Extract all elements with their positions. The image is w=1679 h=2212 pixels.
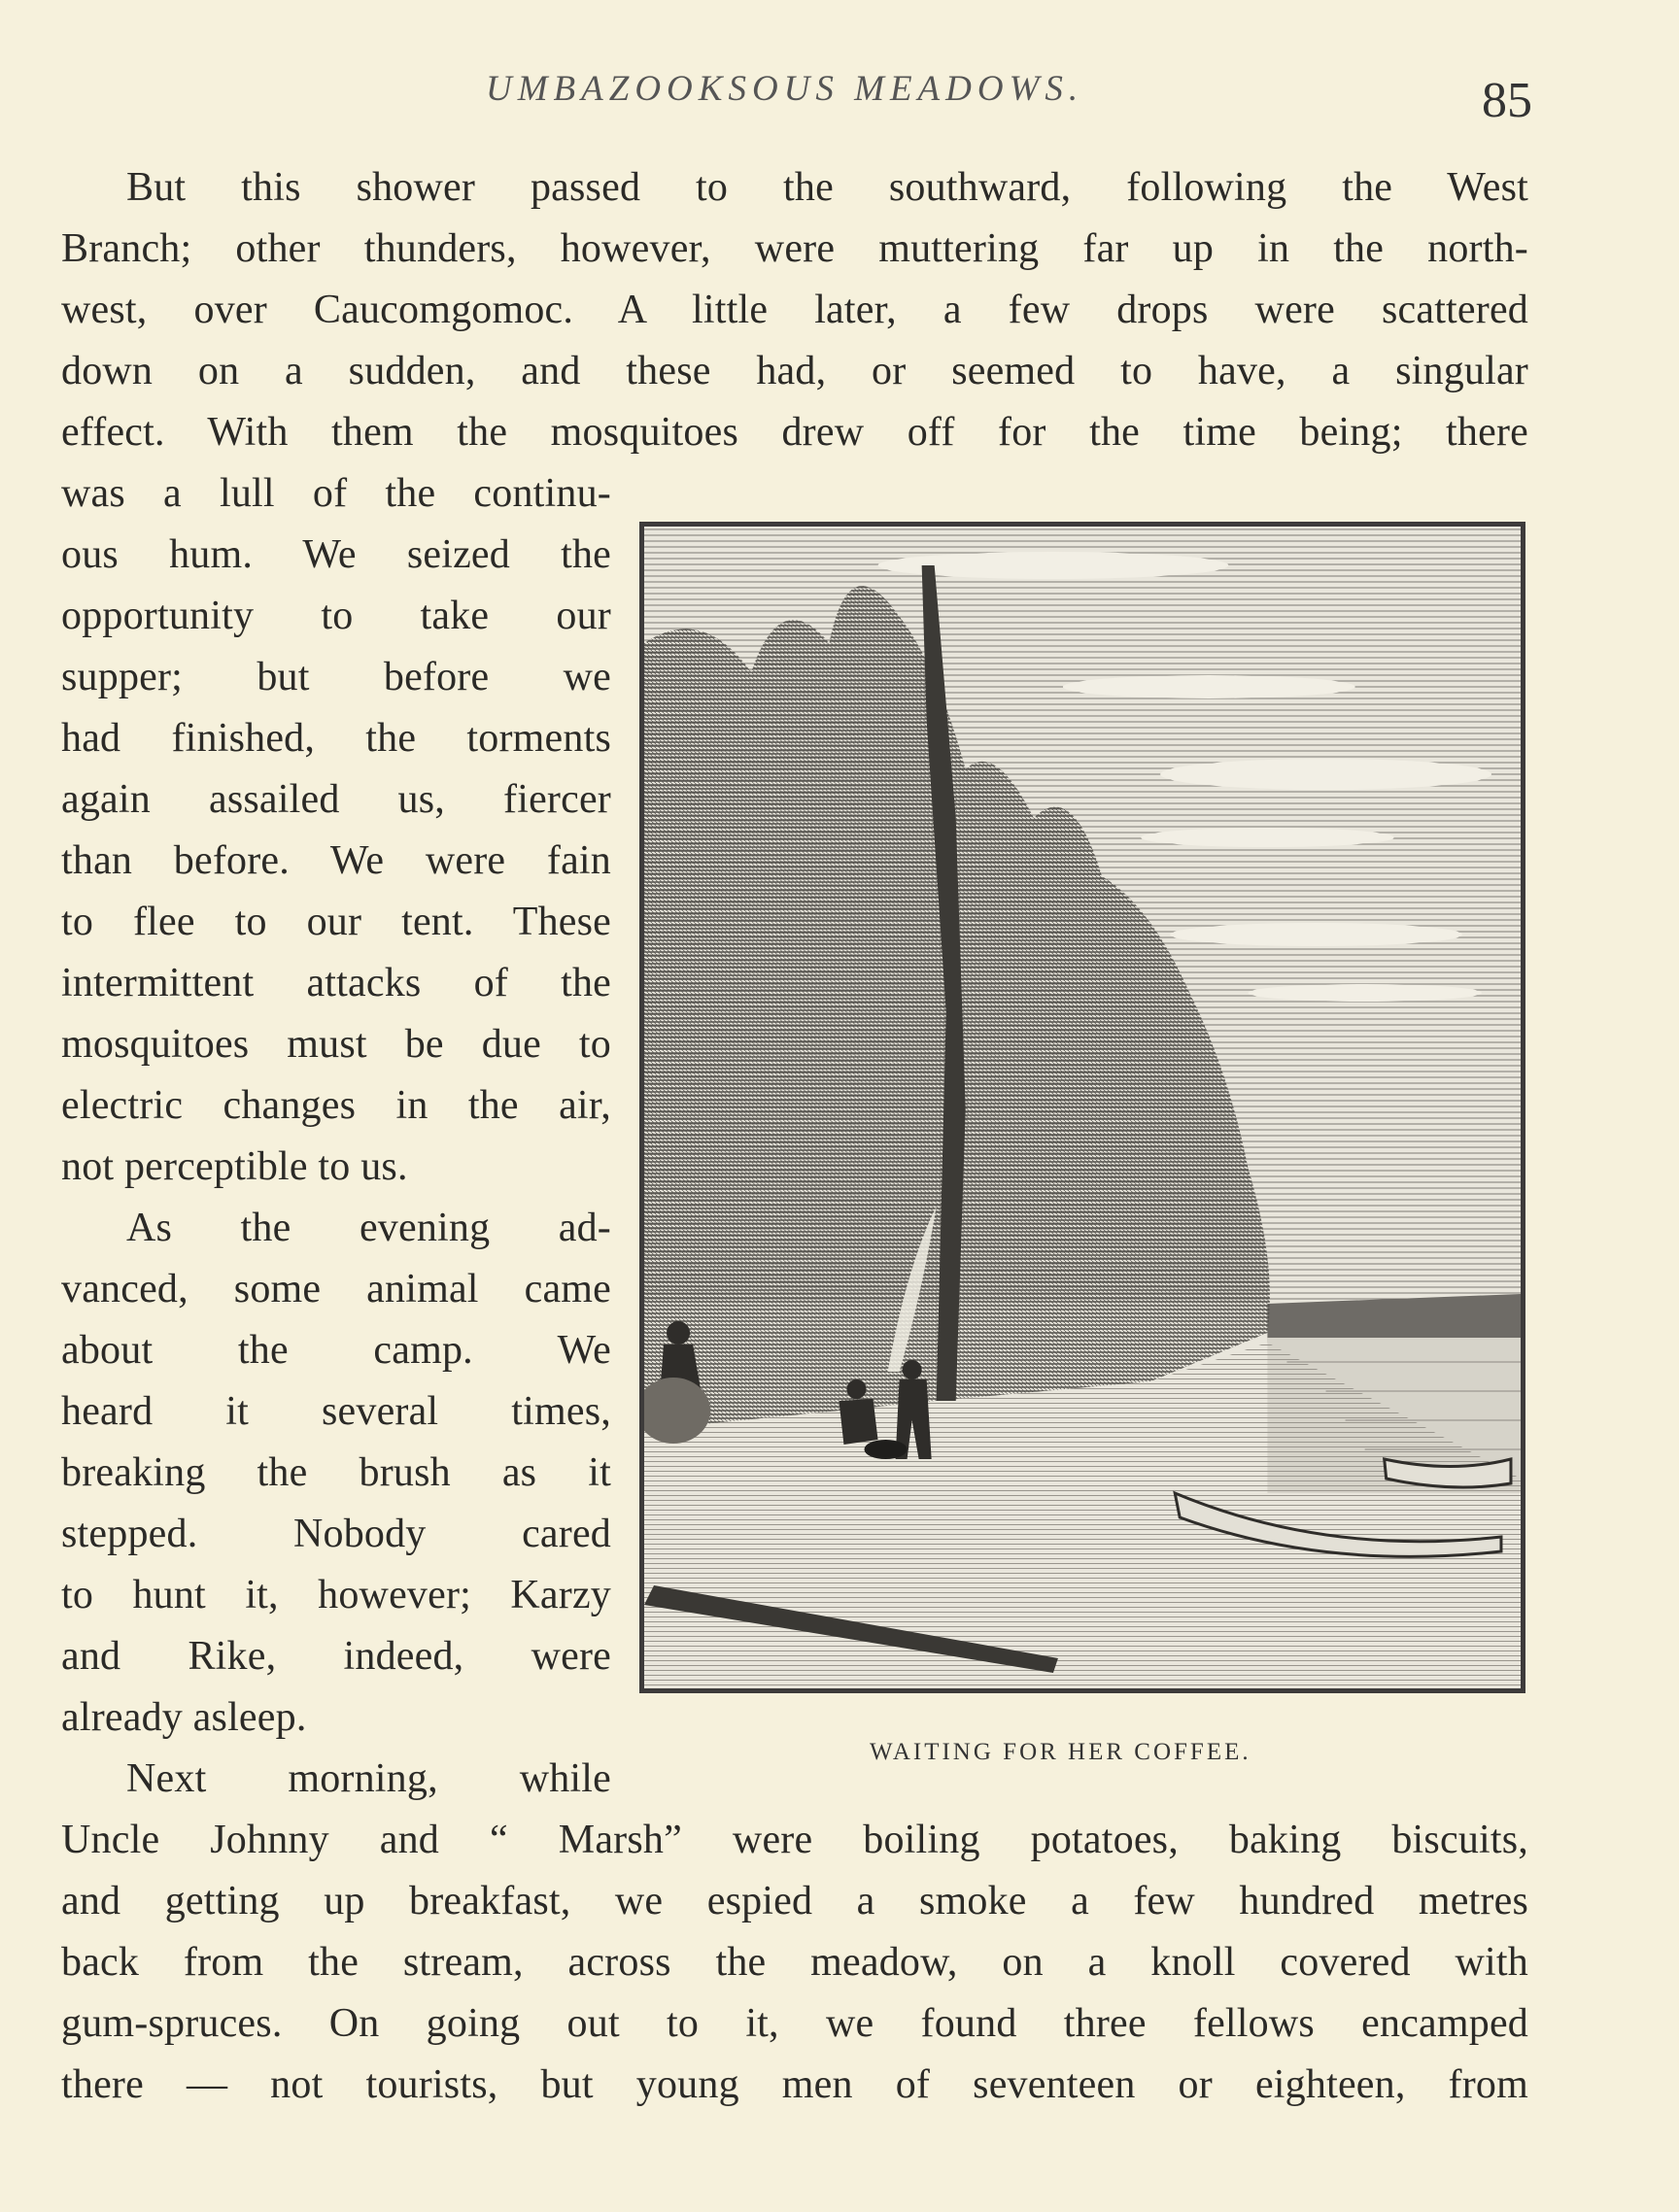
text-line: not perceptible to us. — [61, 1144, 408, 1189]
text-line: to flee to our tent. These — [61, 900, 611, 944]
text-line: was a lull of the continu- — [61, 471, 611, 516]
text-line: back from the stream, across the meadow, on a knoll covered with — [61, 1940, 1528, 1985]
text-line: opportunity to take our — [61, 594, 611, 638]
text-line: Next morning, while — [126, 1756, 611, 1801]
text-line: Uncle Johnny and “ Marsh” were boiling potatoes, baking biscuits, — [61, 1818, 1528, 1862]
text-line: and Rike, indeed, were — [61, 1634, 611, 1679]
text-line: there — not tourists, but young men of seventeen or eighteen, from — [61, 2062, 1528, 2107]
text-line: had finished, the torments — [61, 716, 611, 761]
text-line: heard it several times, — [61, 1389, 611, 1434]
text-line: vanced, some animal came — [61, 1267, 611, 1311]
text-line: mosquitoes must be due to — [61, 1022, 611, 1067]
text-line: But this shower passed to the southward, following the West — [126, 165, 1528, 210]
text-line: down on a sudden, and these had, or seemed to have, a singular — [61, 349, 1528, 393]
text-line: intermittent attacks of the — [61, 961, 611, 1005]
text-line: effect. With them the mosquitoes drew off for the time being; there — [61, 410, 1528, 455]
text-line: electric changes in the air, — [61, 1083, 611, 1128]
text-line: stepped. Nobody cared — [61, 1512, 611, 1556]
text-line: breaking the brush as it — [61, 1450, 611, 1495]
running-title: UMBAZOOKSOUS MEADOWS. — [486, 69, 1084, 109]
text-line: again assailed us, fiercer — [61, 777, 611, 822]
text-line: about the camp. We — [61, 1328, 611, 1373]
text-line: than before. We were fain — [61, 838, 611, 883]
illustration-caption: WAITING FOR HER COFFEE. — [870, 1739, 1251, 1765]
text-line: As the evening ad- — [126, 1206, 611, 1250]
text-line: gum-spruces. On going out to it, we found three fellows encamped — [61, 2001, 1528, 2046]
page-number: 85 — [1482, 73, 1532, 128]
text-line: and getting up breakfast, we espied a smoke a few hundred metres — [61, 1879, 1528, 1923]
text-line: already asleep. — [61, 1695, 307, 1740]
text-line: west, over Caucomgomoc. A little later, a few drops were scattered — [61, 288, 1528, 332]
text-line: Branch; other thunders, however, were muttering far up in the north- — [61, 226, 1528, 271]
text-line: to hunt it, however; Karzy — [61, 1573, 611, 1617]
text-line: ous hum. We seized the — [61, 532, 611, 577]
text-line: supper; but before we — [61, 655, 611, 699]
engraving-illustration — [639, 522, 1525, 1693]
